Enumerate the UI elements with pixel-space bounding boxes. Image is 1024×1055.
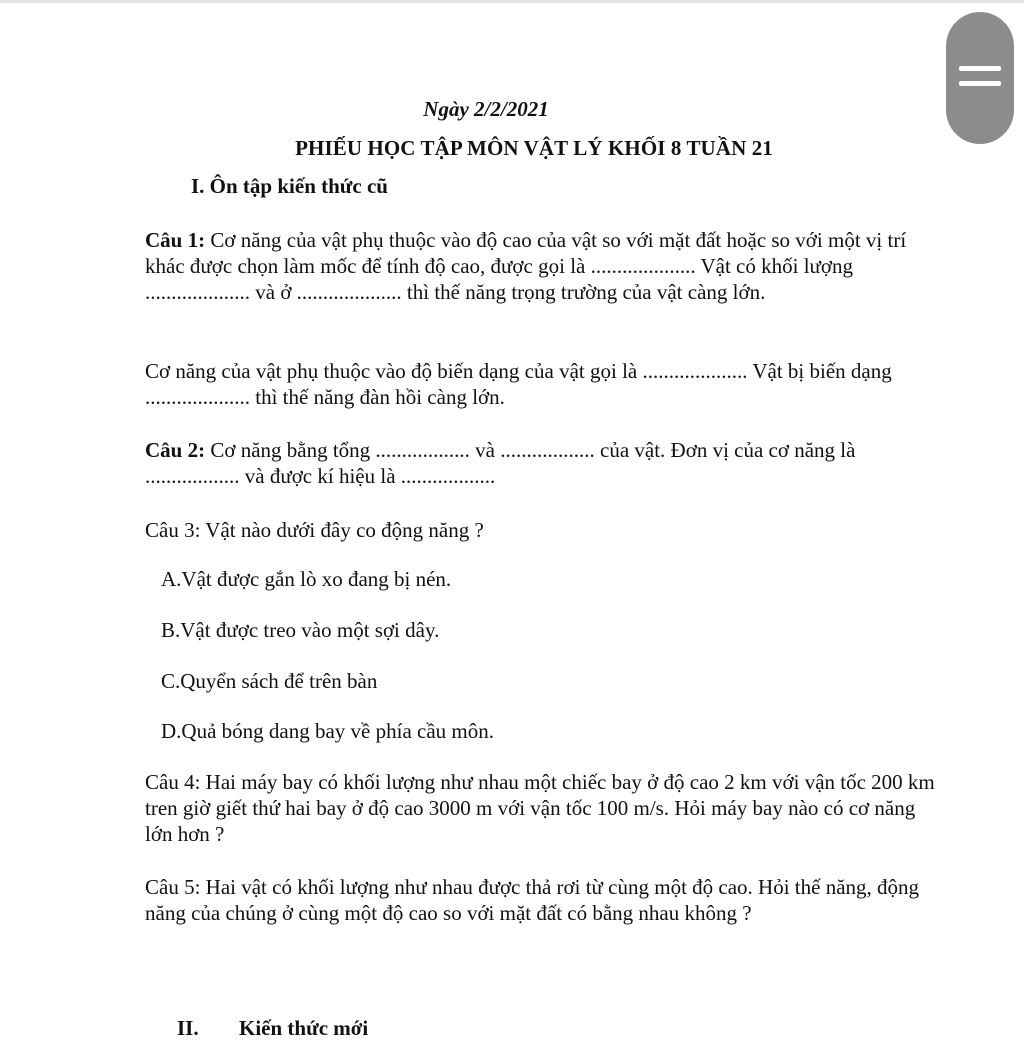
cut-off-text-line xyxy=(262,1047,822,1055)
question-2-text: Cơ năng bằng tổng .................. và .................. của vật. Đơn vị của cơ năng là .................. và được kí hiệu là .................. xyxy=(145,438,856,488)
document-date: Ngày 2/2/2021 xyxy=(423,97,549,121)
section-heading-review: I. Ôn tập kiến thức cũ xyxy=(191,174,388,198)
question-3-option-c: C.Quyển sách để trên bàn xyxy=(161,669,378,693)
question-3-option-d: D.Quả bóng dang bay về phía cầu môn. xyxy=(161,719,494,743)
question-3: Câu 3: Vật nào dưới đây co động năng ? xyxy=(145,518,484,542)
scroll-handle[interactable] xyxy=(946,12,1014,144)
section-2-number: II. xyxy=(177,1016,199,1040)
question-1-text: Cơ năng của vật phụ thuộc vào độ cao của vật so với mặt đất hoặc so với một vị trí khác được chọn làm mốc để tính độ cao, được gọi là .................... Vật có khối lượng .................... và ở .................... thì thế năng trọng trường của vật càng lớn. xyxy=(145,228,907,304)
question-4: Câu 4: Hai máy bay có khối lượng như nhau một chiếc bay ở độ cao 2 km với vận tốc 200 km tren giờ giết thứ hai bay ở độ cao 3000 m với vận tốc 100 m/s. Hỏi máy bay nào có cơ năng lớn hơn ? xyxy=(145,770,935,846)
section-heading-new xyxy=(177,1016,368,1041)
question-2-label: Câu 2: xyxy=(145,438,206,462)
question-2 xyxy=(145,437,935,489)
question-1 xyxy=(145,227,935,305)
section-2-title: Kiến thức mới xyxy=(239,1016,369,1040)
question-3-option-b: B.Vật được treo vào một sợi dây. xyxy=(161,618,440,642)
question-5: Câu 5: Hai vật có khối lượng như nhau được thả rơi từ cùng một độ cao. Hỏi thế năng, động năng của chúng ở cùng một độ cao so với mặt đất có bằng nhau không ? xyxy=(145,875,920,925)
question-1-label: Câu 1: xyxy=(145,228,206,252)
question-1-part-2: Cơ năng của vật phụ thuộc vào độ biến dạng của vật gọi là .................... Vật bị biến dạng .................... thì thế năng đàn hồi càng lớn. xyxy=(145,359,892,409)
question-3-option-a: A.Vật được gắn lò xo đang bị nén. xyxy=(161,567,452,591)
document-title: PHIẾU HỌC TẬP MÔN VẬT LÝ KHỐI 8 TUẦN 21 xyxy=(295,136,773,160)
